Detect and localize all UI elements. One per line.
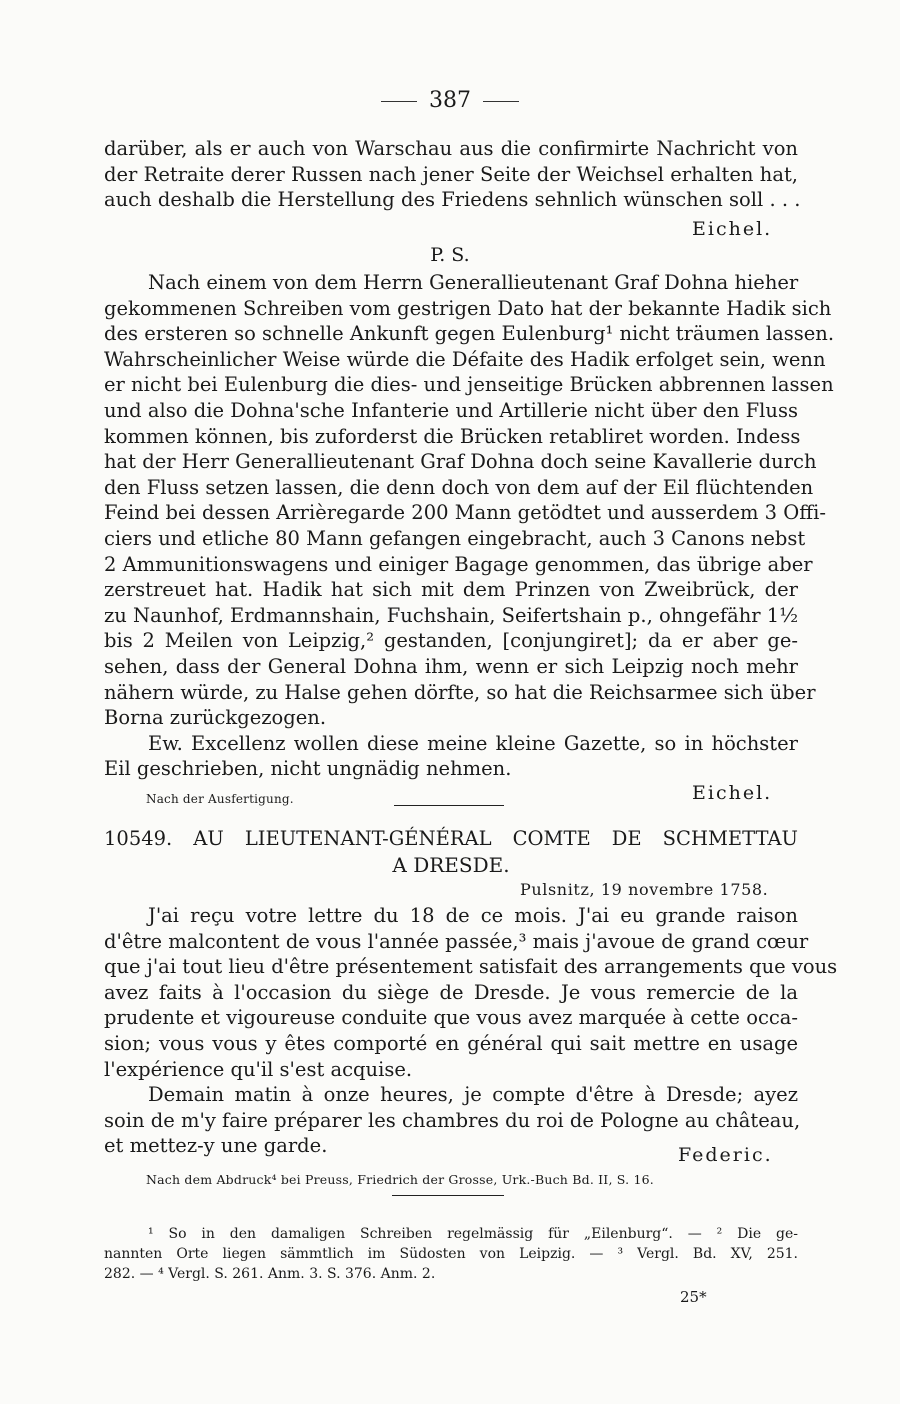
dash-left: [381, 101, 417, 102]
text-line: d'être malcontent de vous l'année passée,³ mais j'avoue de grand cœur: [104, 929, 809, 953]
separator-rule-2: [392, 1195, 504, 1196]
text-line: nähern würde, zu Halse gehen dörfte, so hat die Reichsarmee sich über: [104, 680, 816, 704]
text-line: des ersteren so schnelle Ankunft gegen Eulenburg¹ nicht träumen lassen.: [104, 322, 835, 346]
text-line: 2 Ammunitionswagens und einiger Bagage genommen, das übrige aber: [104, 552, 813, 576]
text-line: soin de m'y faire préparer les chambres du roi de Pologne au château,: [104, 1108, 801, 1132]
place-date: Pulsnitz, 19 novembre 1758.: [520, 880, 769, 899]
page-number: [0, 88, 900, 113]
letter1-closing: [104, 136, 801, 213]
text-line: sehen, dass der General Dohna ihm, wenn er sich Leipzig noch mehr: [104, 654, 798, 678]
signature-eichel: Eichel.: [692, 218, 773, 240]
text-line: ciers und etliche 80 Mann gefangen eingebracht, auch 3 Canons nebst: [104, 526, 806, 550]
separator-rule: [394, 805, 504, 806]
footnote-line: ¹ So in den damaligen Schreiben regelmässig für „Eilenburg“. — ² Die ge-: [148, 1226, 798, 1242]
text-line: hat der Herr Generallieutenant Graf Dohna doch seine Kavallerie durch: [104, 450, 817, 474]
text-line: Wahrscheinlicher Weise würde die Défaite des Hadik erfolget sein, wenn: [104, 347, 826, 371]
text-line: bis 2 Meilen von Leipzig,² gestanden, [conjungiret]; da er aber ge-: [104, 629, 798, 653]
text-line: sion; vous vous y êtes comporté en général qui sait mettre en usage: [104, 1031, 798, 1055]
text-line: Ew. Excellenz wollen diese meine kleine Gazette, so in höchster: [148, 731, 798, 755]
dash-right: [483, 101, 519, 102]
text-line: l'expérience qu'il s'est acquise.: [104, 1057, 413, 1081]
text-line: darüber, als er auch von Warschau aus die confirmirte Nachricht von: [104, 137, 798, 160]
text-line: zu Naunhof, Erdmannshain, Fuchshain, Seifertshain p., ohngefähr 1½: [104, 603, 799, 627]
text-line: Demain matin à onze heures, je compte d'être à Dresde; ayez: [148, 1083, 798, 1107]
text-line: gekommenen Schreiben vom gestrigen Dato hat der bekannte Hadik sich: [104, 296, 832, 320]
text-line: und also die Dohna'sche Infanterie und Artillerie nicht über den Fluss: [104, 398, 798, 422]
source-note-1: Nach der Ausfertigung.: [146, 792, 294, 806]
text-line: auch deshalb die Herstellung des Friedens sehnlich wünschen soll . . .: [104, 188, 801, 212]
text-line: kommen können, bis zuforderst die Brücken retabliret worden. Indess: [104, 424, 801, 448]
page-number-text: 387: [429, 88, 471, 113]
text-line: der Retraite derer Russen nach jener Seite der Weichsel erhalten hat,: [104, 162, 798, 186]
heading-line: A DRESDE.: [392, 852, 510, 877]
ps-heading: P. S.: [430, 244, 470, 266]
text-line: zerstreuet hat. Hadik hat sich mit dem Prinzen von Zweibrück, der: [104, 578, 798, 602]
signature-eichel-2: Eichel.: [692, 782, 773, 804]
source-note-2: Nach dem Abdruck⁴ bei Preuss, Friedrich der Grosse, Urk.-Buch Bd. II, S. 16.: [146, 1172, 654, 1187]
signature-federic: Federic.: [678, 1144, 773, 1166]
text-line: J'ai reçu votre lettre du 18 de ce mois. J'ai eu grande raison: [148, 904, 798, 927]
footnotes: [104, 1224, 798, 1284]
signature-mark: 25*: [680, 1288, 707, 1306]
heading-line: 10549. AU LIEUTENANT-GÉNÉRAL COMTE DE SCHMETTAU: [104, 827, 798, 850]
footnote-line: nannten Orte liegen sämmtlich im Südosten von Leipzig. — ³ Vergl. Bd. XV, 251.: [104, 1246, 798, 1262]
text-line: Feind bei dessen Arrièregarde 200 Mann getödtet und ausserdem 3 Offi-: [104, 501, 826, 525]
ps-paragraph: [104, 270, 835, 782]
text-line: Nach einem von dem Herrn Generallieutenant Graf Dohna hieher: [148, 271, 799, 294]
footnote-line: 282. — ⁴ Vergl. S. 261. Anm. 3. S. 376. Anm. 2.: [104, 1266, 436, 1282]
text-line: er nicht bei Eulenburg die dies- und jenseitige Brücken abbrennen lassen: [104, 373, 834, 397]
text-line: den Fluss setzen lassen, die denn doch von dem auf der Eil flüchtenden: [104, 475, 814, 499]
letter2-heading: [104, 826, 798, 878]
text-line: que j'ai tout lieu d'être présentement satisfait des arrangements que vous: [104, 955, 838, 979]
text-line: Borna zurückgezogen.: [104, 706, 327, 730]
text-line: et mettez-y une garde.: [104, 1134, 328, 1158]
text-line: Eil geschrieben, nicht ungnädig nehmen.: [104, 757, 512, 781]
letter2-body: [104, 903, 838, 1159]
text-line: avez faits à l'occasion du siège de Dresde. Je vous remercie de la: [104, 980, 798, 1004]
text-line: prudente et vigoureuse conduite que vous avez marquée à cette occa-: [104, 1006, 798, 1030]
